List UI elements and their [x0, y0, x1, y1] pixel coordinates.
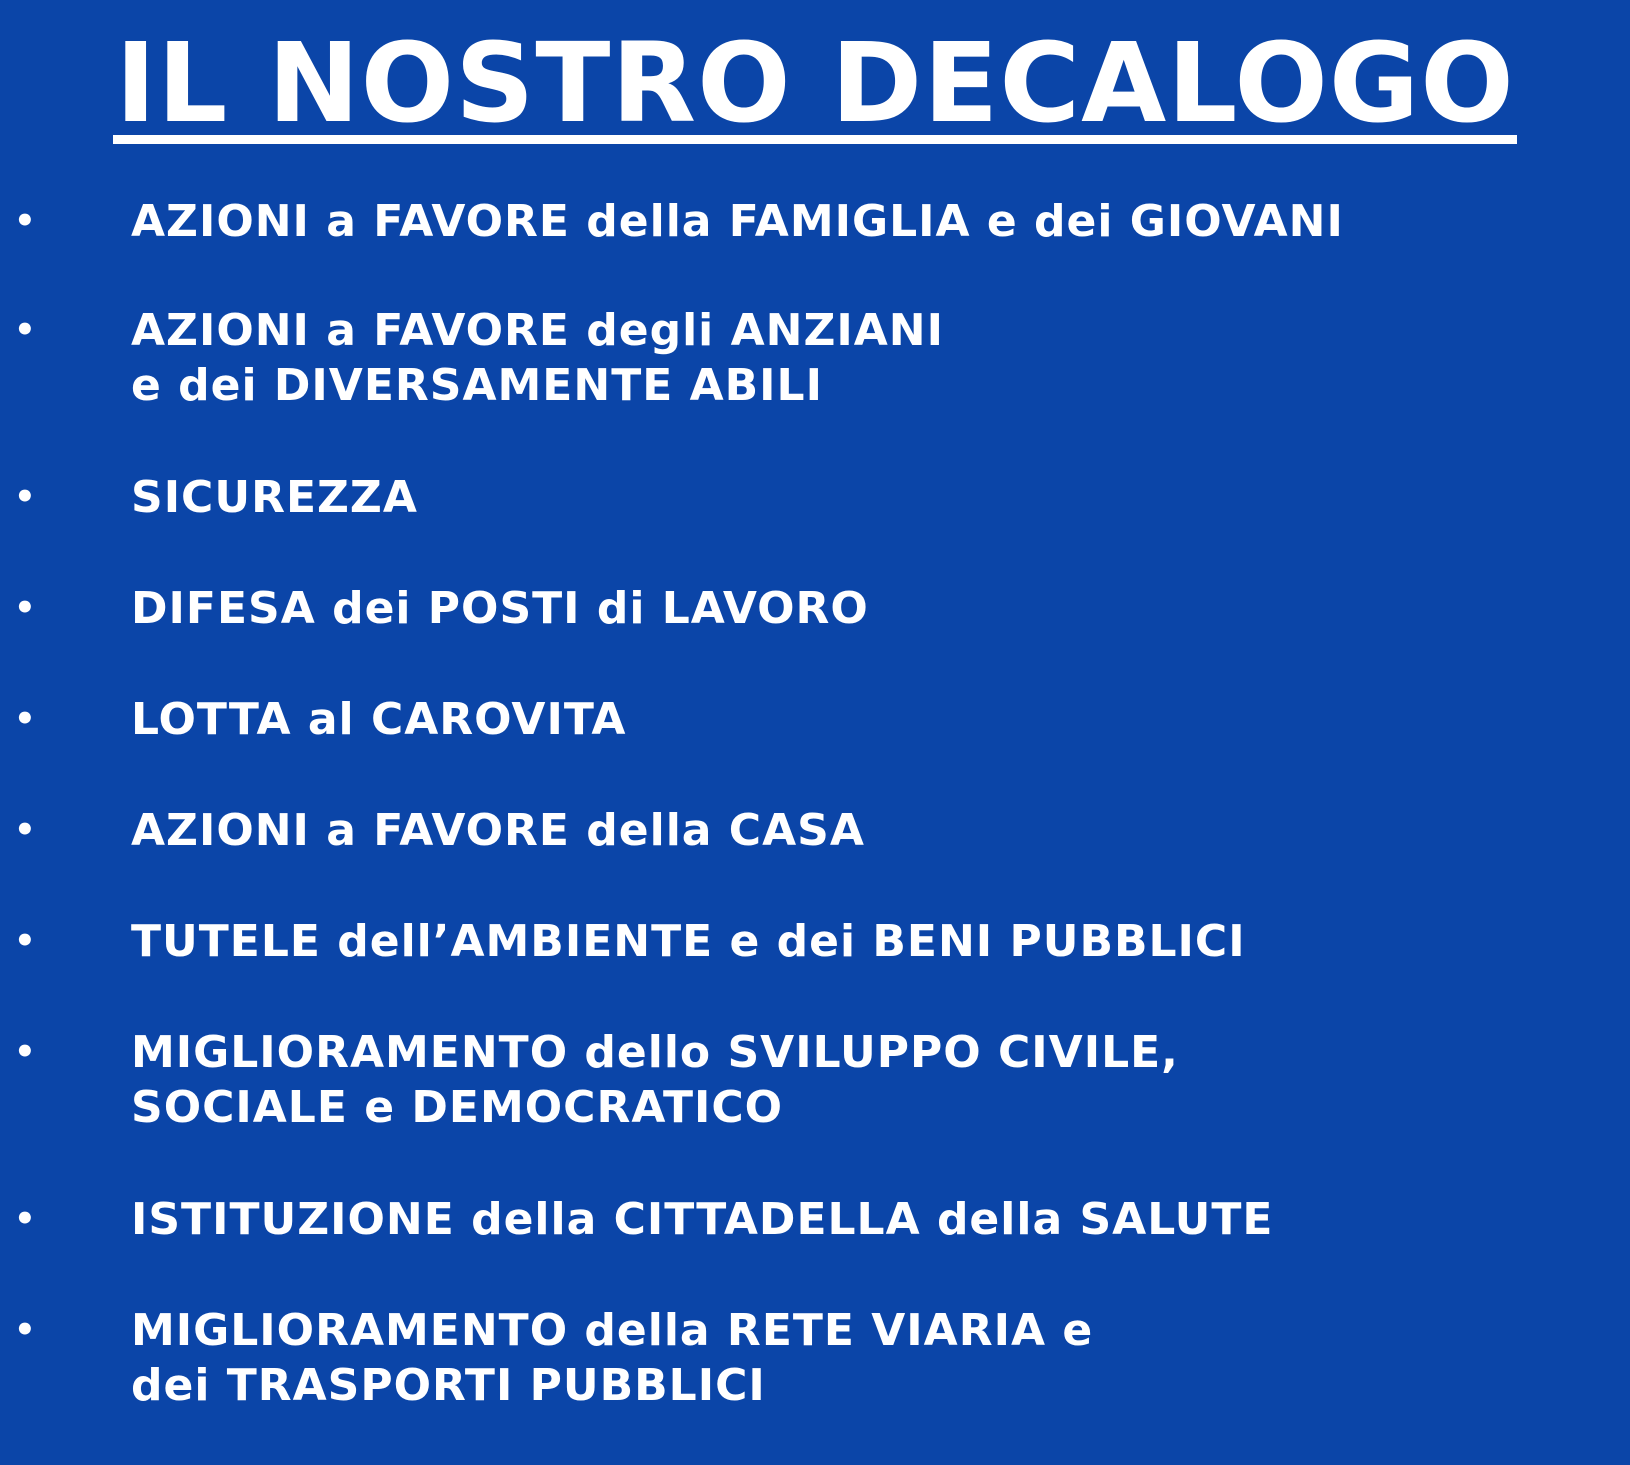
list-item-line: TUTELE dell’AMBIENTE e dei BENI PUBBLICI [131, 916, 1246, 967]
bullet-icon: • [14, 588, 37, 628]
list-item-text [131, 1303, 1093, 1413]
list-item-text [131, 803, 865, 858]
bullet-icon: • [14, 921, 37, 961]
bullet-icon: • [14, 310, 37, 350]
list-item-text [131, 914, 1246, 969]
list-item-line: AZIONI a FAVORE della CASA [131, 805, 865, 856]
list-item-text [131, 470, 418, 525]
bullet-icon: • [14, 201, 37, 241]
list-item-line: MIGLIORAMENTO della RETE VIARIA e [131, 1305, 1094, 1356]
list-item-line: e dei DIVERSAMENTE ABILI [131, 360, 823, 411]
list-item-line: MIGLIORAMENTO dello SVILUPPO CIVILE, [131, 1027, 1179, 1078]
bullet-icon: • [14, 477, 37, 517]
list-item-line: dei TRASPORTI PUBBLICI [131, 1360, 766, 1411]
list-item-line: SICUREZZA [131, 472, 418, 523]
list-item-line: ISTITUZIONE della CITTADELLA della SALUTE [131, 1194, 1274, 1245]
list-item-text [131, 1025, 1179, 1135]
list-item-line: LOTTA al CAROVITA [131, 694, 627, 745]
bullet-icon: • [14, 810, 37, 850]
list-item-line: DIFESA dei POSTI di LAVORO [131, 583, 869, 634]
page-title-text: IL NOSTRO DECALOGO [115, 19, 1515, 147]
list-item-text [131, 581, 869, 636]
list-item-text [131, 194, 1344, 249]
list-item-line: AZIONI a FAVORE degli ANZIANI [131, 305, 944, 356]
list-item-text [131, 692, 626, 747]
list-item-line: SOCIALE e DEMOCRATICO [131, 1082, 784, 1133]
bullet-icon: • [14, 1199, 37, 1239]
list-item-text [131, 1192, 1273, 1247]
bullet-icon: • [14, 1310, 37, 1350]
page-title [0, 18, 1630, 148]
bullet-icon: • [14, 699, 37, 739]
bullet-icon: • [14, 1032, 37, 1072]
list-item-text [131, 303, 944, 413]
list-item-line: AZIONI a FAVORE della FAMIGLIA e dei GIOVANI [131, 196, 1344, 247]
